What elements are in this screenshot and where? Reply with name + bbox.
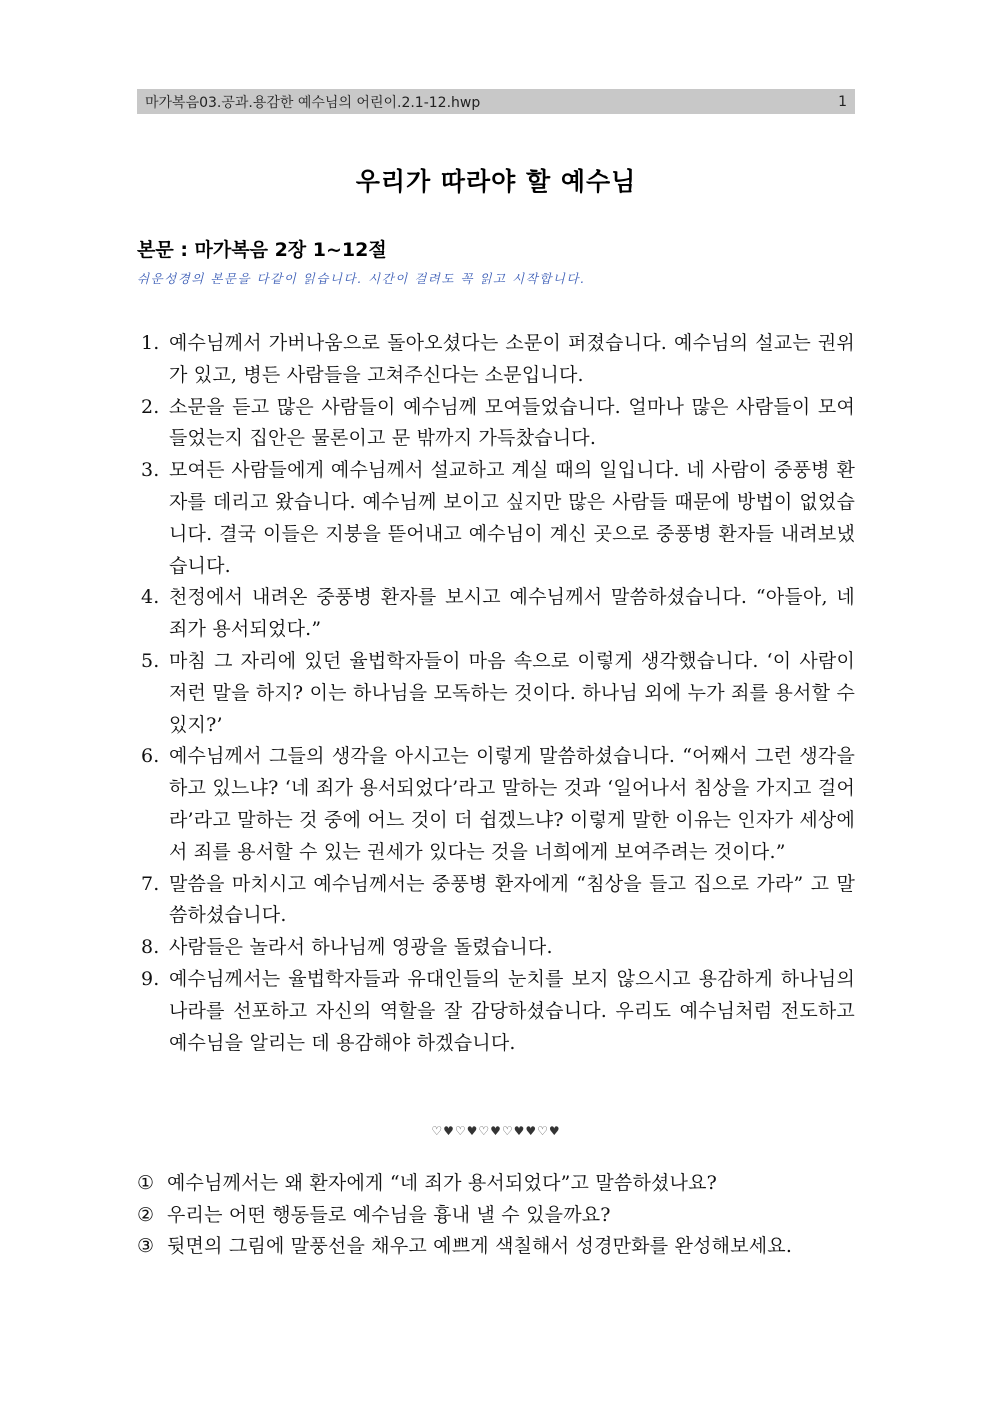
- story-item: [137, 328, 855, 392]
- story-item: [137, 964, 855, 1059]
- question-text: 뒷면의 그림에 말풍선을 채우고 예쁘게 색칠해서 성경만화를 완성해보세요.: [167, 1235, 793, 1257]
- story-item-text: 천정에서 내려온 중풍병 환자를 보시고 예수님께서 말씀하셨습니다. “아들아, 네 죄가 용서되었다.”: [169, 586, 855, 641]
- question-number: ②: [137, 1203, 155, 1226]
- question-number: ③: [137, 1235, 155, 1257]
- file-header-bar: [137, 89, 855, 114]
- story-item-number: 6.: [141, 745, 160, 768]
- story-item-number: 2.: [141, 395, 160, 418]
- story-item: [137, 392, 855, 456]
- story-item: [137, 741, 855, 868]
- page-number: 1: [838, 93, 847, 110]
- question-list: [137, 1168, 855, 1263]
- story-item-text: 소문을 듣고 많은 사람들이 예수님께 모여들었습니다. 얼마나 많은 사람들이 모여들었는지 집안은 물론이고 문 밖까지 가득찼습니다.: [169, 395, 855, 450]
- story-item-number: 9.: [141, 967, 160, 990]
- story-item-number: 3.: [141, 459, 160, 482]
- story-item: [137, 869, 855, 933]
- story-item: [137, 932, 855, 964]
- story-item-text: 사람들은 놀라서 하나님께 영광을 돌렸습니다.: [169, 936, 553, 959]
- scripture-passage: 본문 : 마가복음 2장 1~12절: [137, 239, 387, 261]
- story-item: [137, 455, 855, 582]
- lesson-title: 우리가 따라야 할 예수님: [355, 167, 637, 196]
- story-item-text: 모여든 사람들에게 예수님께서 설교하고 계실 때의 일입니다. 네 사람이 중풍병 환자를 데리고 왔습니다. 예수님께 보이고 싶지만 많은 사람들 때문에 방법이 없었습니다. 결국 이들은 지붕을 뜯어내고 예수님이 계신 곳으로 중풍병 환자들 내려보냈습니다.: [169, 459, 855, 577]
- question-number: ①: [137, 1172, 155, 1194]
- question-item: [137, 1168, 855, 1200]
- story-item-text: 예수님께서는 율법학자들과 유대인들의 눈치를 보지 않으시고 용감하게 하나님의 나라를 선포하고 자신의 역할을 잘 감당하셨습니다. 우리도 예수님처럼 전도하고 예수님을 알리는 데 용감해야 하겠습니다.: [169, 967, 855, 1054]
- reading-note: 쉬운성경의 본문을 다같이 읽습니다. 시간이 걸려도 꼭 읽고 시작합니다.: [137, 271, 586, 286]
- story-list: [137, 328, 855, 1059]
- story-item-number: 5.: [141, 649, 160, 672]
- question-item: [137, 1231, 855, 1263]
- story-item-text: 말씀을 마치시고 예수님께서는 중풍병 환자에게 “침상을 들고 집으로 가라” 고 말씀하셨습니다.: [169, 872, 855, 927]
- story-item-text: 예수님께서 가버나움으로 돌아오셨다는 소문이 퍼졌습니다. 예수님의 설교는 권위가 있고, 병든 사람들을 고쳐주신다는 소문입니다.: [169, 332, 855, 386]
- file-name: 마가복음03.공과.용감한 예수님의 어린이.2.1-12.hwp: [145, 94, 481, 111]
- story-item-text: 예수님께서 그들의 생각을 아시고는 이렇게 말씀하셨습니다. “어째서 그런 생각을 하고 있느냐? ‘네 죄가 용서되었다’라고 말하는 것과 ‘일어나서 침상을 가지고 걸어라’라고 말하는 것 중에 어느 것이 더 쉽겠느냐? 이렇게 말한 이유는 인자가 세상에서 죄를 용서할 수 있는 권세가 있다는 것을 너희에게 보여주려는 것이다.”: [169, 745, 855, 863]
- story-item-text: 마침 그 자리에 있던 율법학자들이 마음 속으로 이렇게 생각했습니다. ‘이 사람이 저런 말을 하지? 이는 하나님을 모독하는 것이다. 하나님 외에 누가 죄를 용서할 수 있지?’: [169, 649, 855, 736]
- story-item: [137, 582, 855, 646]
- heart-divider: ♡♥♡♥♡♥♡♥♥♡♥: [431, 1124, 561, 1138]
- story-item-number: 1.: [141, 332, 160, 354]
- story-item-number: 4.: [141, 586, 160, 609]
- story-item: [137, 646, 855, 741]
- story-item-number: 8.: [141, 936, 160, 959]
- story-item-number: 7.: [141, 872, 160, 895]
- question-text: 우리는 어떤 행동들로 예수님을 흉내 낼 수 있을까요?: [167, 1203, 611, 1226]
- question-item: [137, 1200, 855, 1232]
- question-text: 예수님께서는 왜 환자에게 “네 죄가 용서되었다”고 말씀하셨나요?: [167, 1172, 718, 1194]
